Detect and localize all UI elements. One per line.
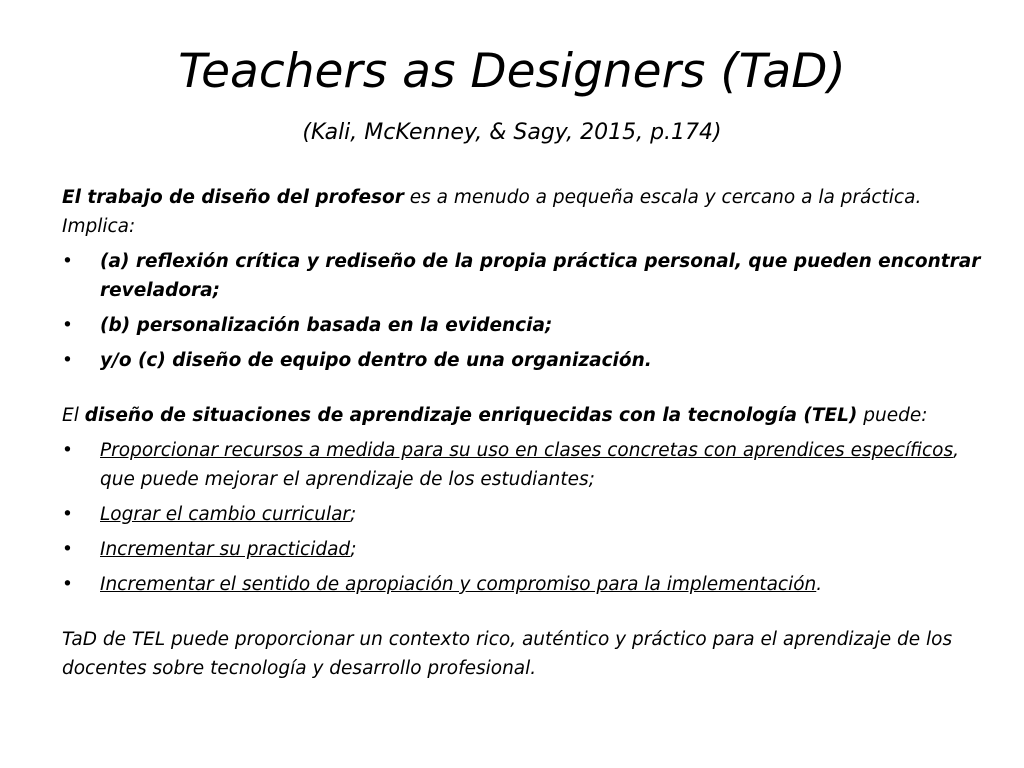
list-item [62,346,982,375]
implication-text: (a) reflexión crítica y rediseño de la propia práctica personal, que pueden encontrar reveladora; [100,251,981,301]
spacer [62,605,982,625]
list-item [62,247,982,305]
bullet-icon: • [62,574,73,595]
bullet-icon: • [62,350,73,371]
intro-rest-text: es a menudo a pequeña escala y cercano a la práctica. Implica: [62,187,922,237]
tel-item-rest: ; [350,504,357,525]
tel-intro-bold: diseño de situaciones de aprendizaje enriquecidas con la tecnología (TEL) [84,405,858,426]
tel-intro-pre: El [62,405,85,426]
intro-paragraph [62,183,982,241]
list-item [62,436,982,494]
bullet-icon: • [62,539,73,560]
implication-text: y/o (c) diseño de equipo dentro de una organización. [100,350,652,371]
tel-intro-paragraph [62,401,982,430]
tel-benefits-list [62,436,982,599]
tel-item-rest: ; [350,539,357,560]
implication-text: (b) personalización basada en la evidencia; [100,315,553,336]
list-item [62,311,982,340]
slide-body [62,183,982,689]
bullet-icon: • [62,440,73,461]
tel-item-rest: . [816,574,823,595]
implications-list [62,247,982,375]
bullet-icon: • [62,504,73,525]
bullet-icon: • [62,251,73,272]
list-item [62,500,982,529]
spacer [62,381,982,401]
tel-item-rest: , que puede mejorar el aprendizaje de los estudiantes; [100,440,959,490]
list-item [62,570,982,599]
slide-subtitle-citation: (Kali, McKenney, & Sagy, 2015, p.174) [302,120,722,145]
intro-bold-text: El trabajo de diseño del profesor [62,187,404,208]
conclusion-paragraph: TaD de TEL puede proporcionar un contexto rico, auténtico y práctico para el aprendizaje de los docentes sobre tecnología y desarrollo profesional. [62,629,953,679]
tel-item-underlined: Proporcionar recursos a medida para su uso en clases concretas con aprendices específicos [100,440,954,461]
slide-title: Teachers as Designers (TaD) [178,44,846,99]
tel-item-underlined: Incrementar su practicidad [100,539,351,560]
tel-item-underlined: Incrementar el sentido de apropiación y compromiso para la implementación [100,574,817,595]
bullet-icon: • [62,315,73,336]
list-item [62,535,982,564]
tel-intro-post: puede: [857,405,928,426]
tel-item-underlined: Lograr el cambio curricular [100,504,351,525]
